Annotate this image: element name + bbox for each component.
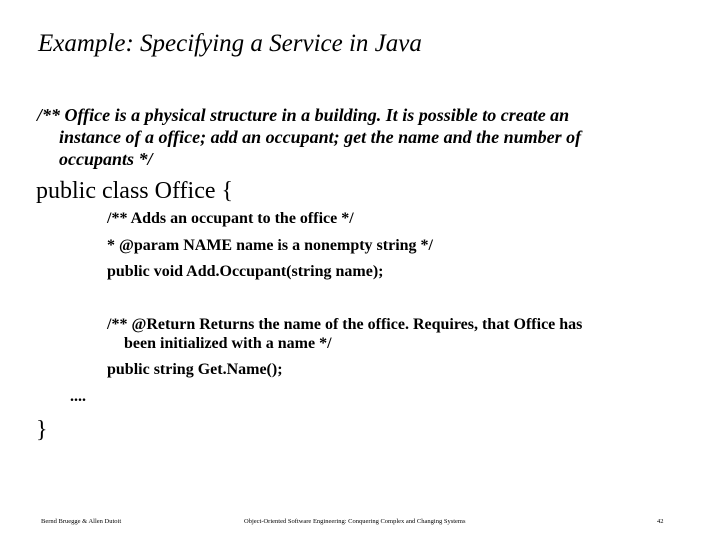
method-2-comment-line-2: been initialized with a name */	[124, 335, 332, 352]
method-1-comment-line-1: /** Adds an occupant to the office */	[107, 210, 354, 227]
closing-brace: }	[36, 417, 48, 443]
code-ellipsis: ....	[70, 388, 86, 405]
footer-book-title: Object-Oriented Software Engineering: Conquering Complex and Changing Systems	[244, 518, 466, 525]
class-declaration: public class Office {	[36, 178, 234, 204]
method-1-comment-line-2: * @param NAME name is a nonempty string */	[107, 237, 433, 254]
footer-page-number: 42	[657, 518, 664, 525]
method-1-signature: public void Add.Occupant(string name);	[107, 263, 384, 280]
method-2-signature: public string Get.Name();	[107, 361, 283, 378]
class-comment	[37, 104, 677, 170]
class-comment-line-3: occupants */	[59, 149, 153, 169]
slide-title: Example: Specifying a Service in Java	[38, 30, 422, 57]
class-comment-line-1: /** Office is a physical structure in a building. It is possible to create an	[37, 105, 570, 125]
class-comment-line-2: instance of a office; add an occupant; get the name and the number of	[59, 127, 582, 147]
method-2-comment-line-1: /** @Return Returns the name of the office. Requires, that Office has	[107, 316, 583, 333]
footer-authors: Bernd Bruegge & Allen Dutoit	[41, 518, 122, 525]
